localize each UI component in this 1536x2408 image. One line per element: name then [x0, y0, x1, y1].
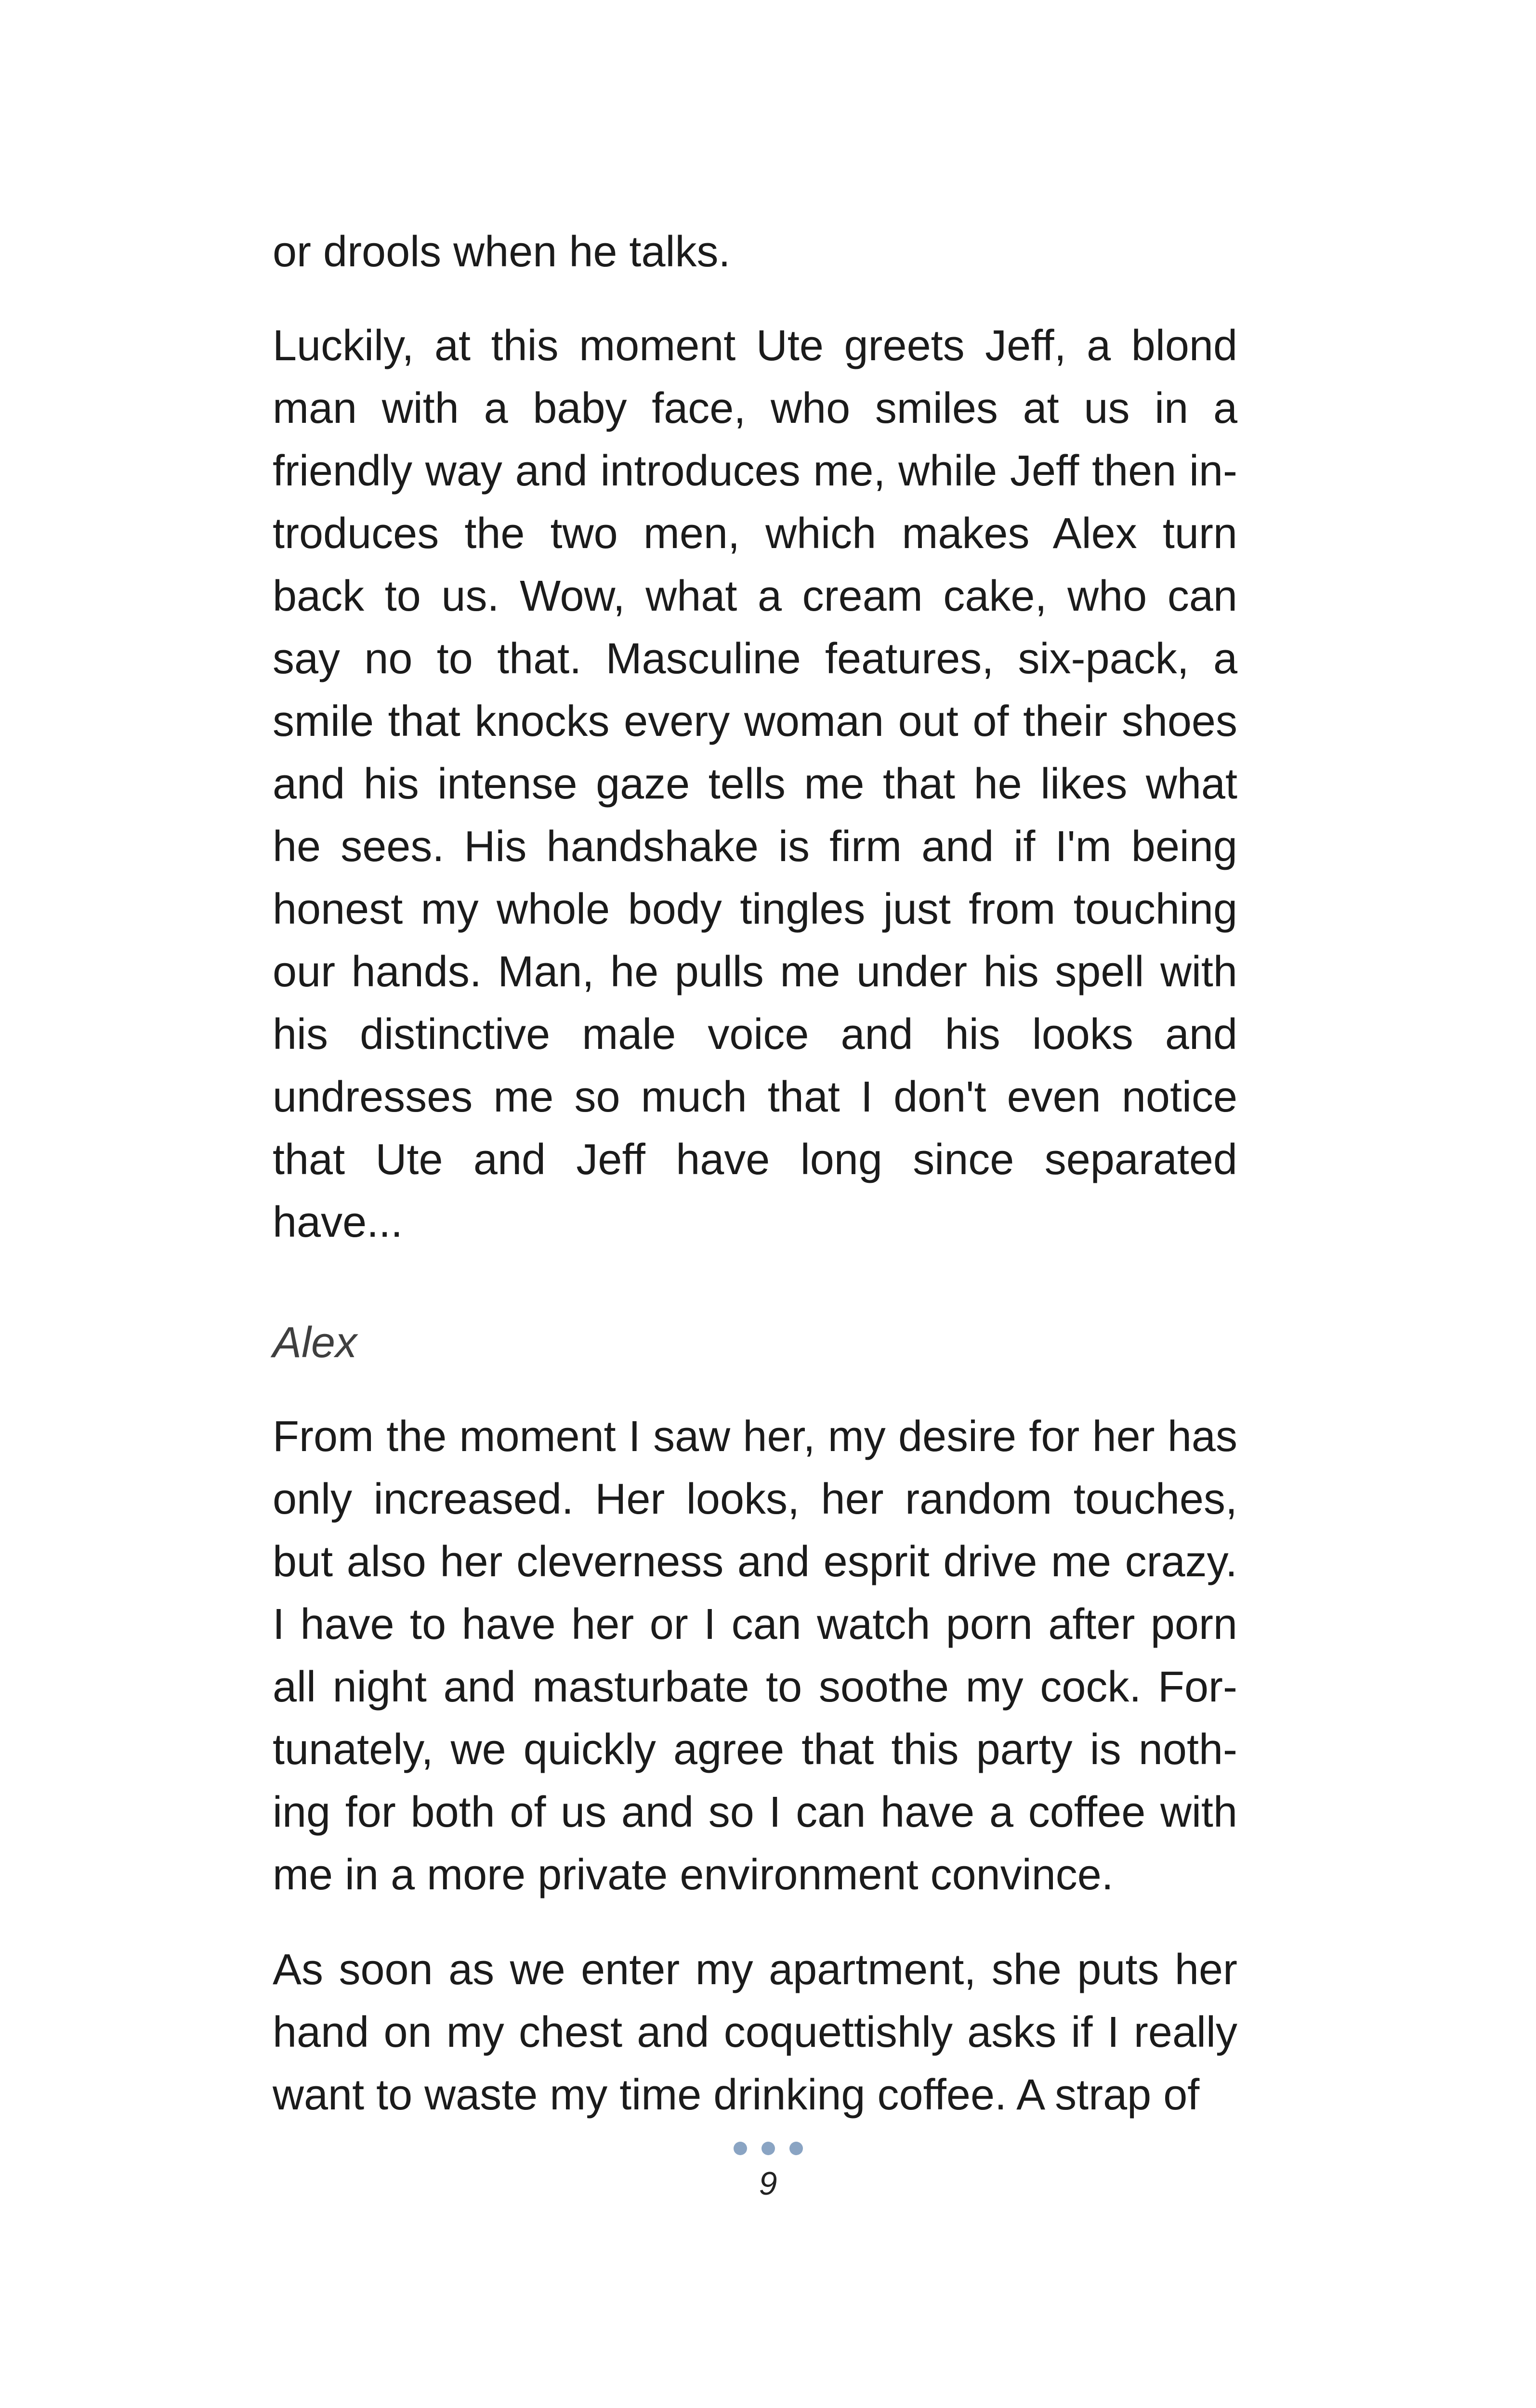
- paragraph-from-the-moment: From the moment I saw her, my desire for her has only increased. Her looks, her random touches, but also her cleverness and esprit drive me crazy. I have to have her or I can watch porn after porn all night and masturbate to soothe my cock. Fortunately, we quickly agree that this party is nothing for both of us and so I can have a coffee with me in a more private environment convince.: [273, 1413, 1237, 1899]
- page-number: 9: [759, 2165, 777, 2202]
- section-heading-alex: Alex: [273, 1319, 357, 1367]
- ornament-dot-icon: [734, 2142, 747, 2155]
- ornament-dot-icon: [761, 2142, 775, 2155]
- ornament-dot-icon: [789, 2142, 803, 2155]
- page-ornament-dots: [0, 2142, 1536, 2155]
- paragraph-continuation: or drools when he talks.: [273, 228, 731, 276]
- paragraph-as-soon-as: As soon as we enter my apartment, she puts her hand on my chest and coquettishly asks if I really want to waste my time drinking coffee. A strap of: [273, 1946, 1237, 2119]
- paragraph-luckily: Luckily, at this moment Ute greets Jeff, a blond man with a baby face, who smiles at us in a friendly way and introduces me, while Jeff then introduces the two men, which makes Alex turn back to us. Wow, what a cream cake, who can say no to that. Masculine features, six-pack, a smile that knocks every woman out of their shoes and his intense gaze tells me that he likes what he sees. His handshake is firm and if I'm being honest my whole body tingles just from touching our hands. Man, he pulls me under his spell with his distinctive male voice and his looks and undresses me so much that I don't even notice that Ute and Jeff have long since separated have...: [273, 322, 1237, 1246]
